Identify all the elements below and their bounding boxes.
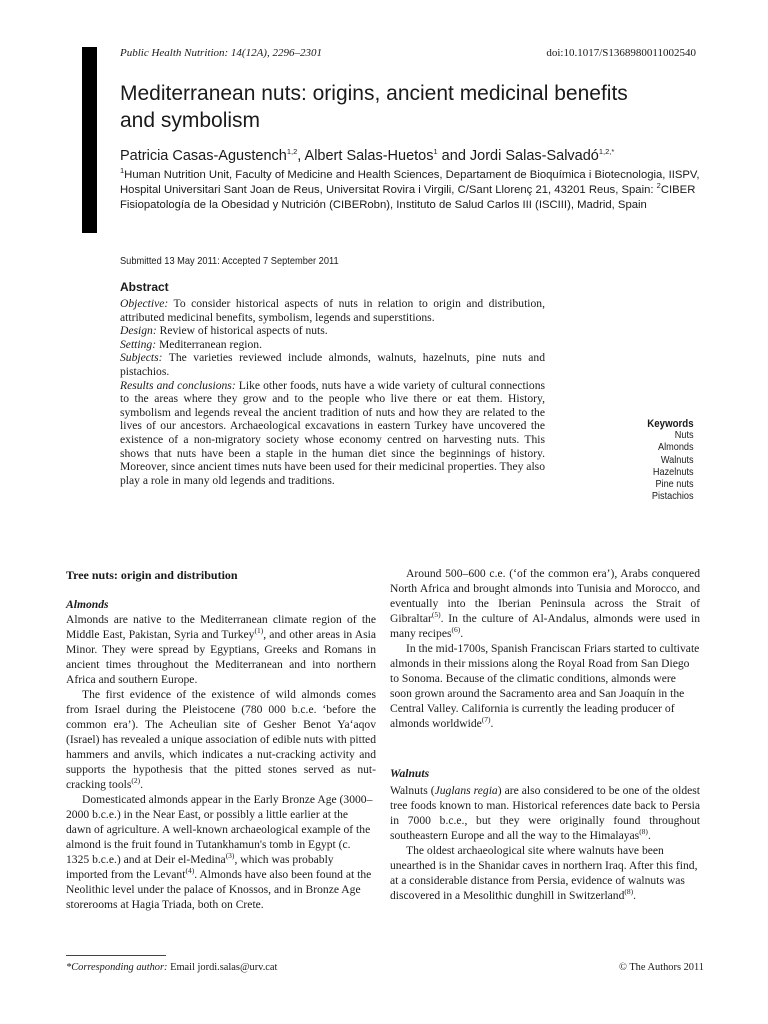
text: Almonds are native to the Mediterranean climate region of the Middle East, Pakistan, Syria and Turkey: [66, 613, 376, 641]
abstract-heading: Abstract: [120, 280, 169, 294]
affiliations: [120, 168, 700, 213]
abstract-label: Results and conclusions:: [120, 378, 236, 392]
paragraph: [66, 792, 376, 912]
paragraph: [390, 566, 700, 641]
separator: and: [437, 148, 470, 164]
keyword-item[interactable]: Hazelnuts: [653, 466, 694, 478]
affiliation-ref: 1: [433, 147, 438, 157]
abstract-body: [120, 297, 545, 487]
footnote-email[interactable]: Email jordi.salas@urv.cat: [167, 962, 278, 973]
author-list: [120, 148, 614, 164]
text: Walnuts (: [390, 784, 435, 797]
text: .: [140, 778, 144, 791]
submission-dates: Submitted 13 May 2011: Accepted 7 September 2011: [120, 256, 339, 267]
text: .: [460, 627, 464, 640]
keywords-heading: Keywords: [647, 418, 694, 430]
abstract-text: To consider historical aspects of nuts in relation to origin and distribution, attributed medicinal benefits, symbolism, legends and superstitions.: [120, 297, 545, 324]
article-title: Mediterranean nuts: origins, ancient medicinal benefits and symbolism: [120, 82, 628, 132]
citation-ref[interactable]: (3): [225, 851, 235, 861]
abstract-text: Mediterranean region.: [156, 337, 262, 351]
citation-ref[interactable]: (6): [451, 625, 461, 635]
citation-ref[interactable]: (4): [185, 866, 195, 876]
abstract-label: Subjects:: [120, 351, 163, 365]
keyword-item[interactable]: Nuts: [675, 430, 694, 442]
corresponding-author-footnote: [66, 962, 277, 973]
keyword-item[interactable]: Almonds: [658, 442, 694, 454]
text: , and other areas in Asia Minor. They were spread by Egyptians, Greeks and Romans in ancient times throughout the Mediterranean and into northern Africa and southern Europe.: [66, 628, 376, 686]
text: The first evidence of the existence of wild almonds comes from Israel during the Pleistocene (780 000 b.c.e. ‘before the common era’). The Acheulian site of Gesher Benot Ya‘aqov (Israel) has revealed a unique association of edible nuts with pitted hammers and anvils, which indicates a nut-cracking activity and supports the hypothesis that the pitted stones served as nut-cracking tools: [66, 688, 376, 791]
citation-ref[interactable]: (8): [624, 887, 634, 897]
text: .: [633, 889, 637, 902]
text: The oldest archaeological site where walnuts have been unearthed is in the Shanidar caves in northern Iraq. After this find, at a considerable distance from Persia, evidence of walnuts was discovered in a Mesolithic dunghill in Switzerland: [390, 844, 698, 902]
citation-ref[interactable]: (7): [481, 715, 491, 725]
journal-citation: Public Health Nutrition: 14(12A), 2296–2301: [120, 47, 322, 59]
copyright: © The Authors 2011: [619, 962, 704, 973]
latin-name: Juglans regia: [434, 784, 498, 797]
abstract-text: The varieties reviewed include almonds, walnuts, hazelnuts, pine nuts and pistachios.: [120, 351, 545, 378]
paragraph: [66, 612, 376, 687]
affiliation-number: 1: [120, 166, 125, 176]
paragraph: [66, 687, 376, 792]
text: , which was probably imported from the Levant: [66, 853, 334, 881]
keywords-box: [648, 418, 694, 503]
right-column-walnuts: [390, 783, 700, 903]
paragraph: [390, 783, 700, 843]
abstract-label: Setting:: [120, 337, 157, 351]
keyword-item[interactable]: Pistachios: [652, 491, 694, 503]
text: Around 500–600 c.e. (‘of the common era’), Arabs conquered North Africa and brought almonds into Tunisia and Morocco, and eventually into the Iberian Peninsula across the Strait of Gibraltar: [390, 567, 700, 625]
affiliation-ref: 1,2: [286, 147, 298, 157]
section-heading: Tree nuts: origin and distribution: [66, 568, 238, 582]
abstract-text: Review of historical aspects of nuts.: [156, 324, 328, 338]
affiliation-ref: 1,2,*: [598, 147, 615, 157]
abstract-label: Objective:: [120, 297, 169, 310]
text: .: [490, 717, 494, 730]
text: . In the culture of Al-Andalus, almonds were used in many recipes: [390, 612, 700, 640]
citation-ref[interactable]: (8): [639, 827, 648, 837]
right-column-top: [390, 566, 700, 731]
text: Domesticated almonds appear in the Early Bronze Age (3000–2000 b.c.e.) in the Near East, or possibly a little earlier at the dawn of agriculture. A well-known archaeological example of the almond is the fruit found in Tutankhamun's tomb in Egypt (c. 1325 b.c.e.) and at Deir el-Medina: [66, 793, 373, 866]
abstract-text: Like other foods, nuts have a wide variety of cultural connections to the areas where they grow and to the people who live there or eat them. History, symbolism and legends reveal the ancient tradition of nuts and how they are related to the lives of our ancestors. Archaeological excavations in eastern Turkey have uncovered the existence of a non-migratory society whose economy centred on harvesting nuts. This shows that nuts have been a staple in the human diet since the beginnings of history. Moreover, since ancient times nuts have been used for their medicinal properties. They also play a role in many old legends and traditions.: [120, 378, 546, 487]
text: ) are also considered to be one of the oldest tree foods known to man. Historical references date back to Persia in 7000 b.c.e., but they were originally found throughout southeastern Europe and all the way to the Himalayas: [390, 784, 700, 842]
citation-ref[interactable]: (2): [131, 776, 141, 786]
text: In the mid-1700s, Spanish Franciscan Friars started to cultivate almonds in their missions along the Royal Road from San Diego to Sonoma. Because of the climatic conditions, almonds were soon grown around the Sacramento area and San Joaquín in the Central Valley. California is currently the leading producer of almonds worldwide: [390, 642, 700, 730]
sidebar-bar: [82, 47, 97, 233]
affiliation-text: CIBER Fisiopatología de la Obesidad y Nutrición (CIBERobn), Instituto de Salud Carlos III (ISCIII), Madrid, Spain: [120, 184, 696, 211]
affiliation-number: 2: [656, 181, 661, 191]
footnote-rule: [66, 955, 166, 956]
doi[interactable]: doi:10.1017/S1368980011002540: [546, 47, 696, 59]
author-name[interactable]: Patricia Casas-Agustench: [120, 148, 287, 164]
subsection-heading-walnuts: Walnuts: [390, 767, 430, 780]
keyword-item[interactable]: Walnuts: [661, 454, 694, 466]
subsection-heading-almonds: Almonds: [66, 598, 109, 611]
paragraph: [390, 843, 700, 903]
abstract-label: Design:: [120, 324, 157, 338]
citation-ref[interactable]: (5): [431, 610, 441, 620]
footnote-label: *Corresponding author:: [66, 962, 168, 973]
citation-ref[interactable]: (1): [254, 626, 264, 636]
keyword-item[interactable]: Pine nuts: [655, 479, 694, 491]
paragraph: [390, 641, 700, 731]
affiliation-text: Human Nutrition Unit, Faculty of Medicine and Health Sciences, Departament de Bioquímica i Biotecnologia, IISPV, Hospital Universitari Sant Joan de Reus, Universitat Rovira i Virgili, C/Sant Llorenç 21, 43201 Reus, Spain:: [120, 169, 700, 196]
text: . Almonds have also been found at the Neolithic level under the palace of Knossos, and in Bronze Age storerooms at Hagia Triada, both on Crete.: [66, 868, 372, 911]
author-name[interactable]: Jordi Salas-Salvadó: [469, 148, 599, 164]
separator: ,: [297, 148, 305, 164]
author-name[interactable]: Albert Salas-Huetos: [304, 148, 434, 164]
left-column: [66, 612, 376, 912]
text: .: [647, 829, 651, 842]
